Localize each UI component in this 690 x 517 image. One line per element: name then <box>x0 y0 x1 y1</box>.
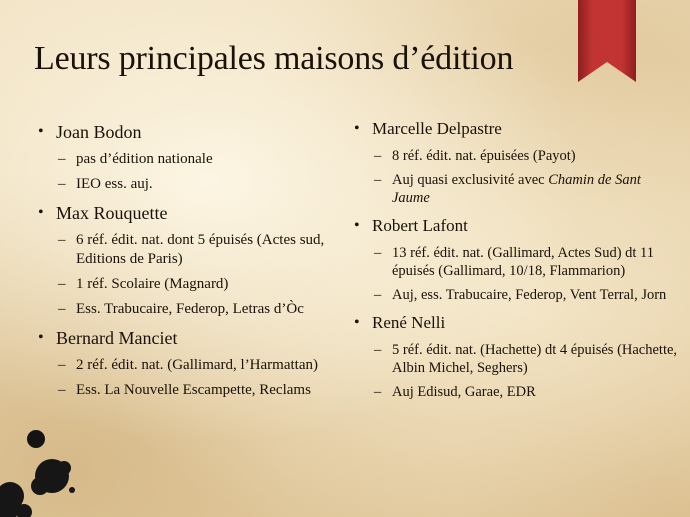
detail-item: – 13 réf. édit. nat. (Gallimard, Actes Sud) dt 11 épuisés (Gallimard, 10/18, Flammarion) <box>374 245 655 279</box>
bullet-icon: • <box>38 204 44 221</box>
author-entry <box>354 117 679 207</box>
detail-item: – Ess. La Nouvelle Escampette, Reclams <box>58 382 311 398</box>
bookmark-ribbon-icon <box>578 0 636 82</box>
detail-item: – Auj Edisud, Garae, EDR <box>374 384 536 400</box>
author-entry <box>354 214 679 304</box>
detail-item: – pas d’édition nationale <box>58 151 213 167</box>
dash-icon: – <box>58 151 66 167</box>
left-column <box>38 120 368 407</box>
right-column <box>354 117 679 408</box>
detail-item: – Auj, ess. Trabucaire, Federop, Vent Terral, Jorn <box>374 287 667 303</box>
slide-title: Leurs principales maisons d’édition <box>34 40 514 77</box>
author-name: • Max Rouquette <box>38 203 168 223</box>
author-name: • Robert Lafont <box>354 214 679 238</box>
dash-icon: – <box>374 287 382 303</box>
ink-splatter-icon <box>0 420 90 517</box>
dash-icon: – <box>58 176 66 192</box>
dash-icon: – <box>58 357 66 373</box>
bullet-icon: • <box>38 123 44 140</box>
bullet-icon: • <box>354 217 360 234</box>
author-name: • René Nelli <box>354 311 679 335</box>
detail-item: – IEO ess. auj. <box>58 176 153 192</box>
dash-icon: – <box>374 148 382 164</box>
detail-item: – 8 réf. édit. nat. épuisées (Payot) <box>374 148 576 164</box>
author-entry <box>38 120 368 194</box>
author-name: • Joan Bodon <box>38 122 142 142</box>
dash-icon: – <box>58 276 66 292</box>
author-entry <box>38 326 368 400</box>
dash-icon: – <box>58 382 66 398</box>
detail-item: – 6 réf. édit. nat. dont 5 épuisés (Actes sud, Editions de Paris) <box>58 232 325 267</box>
bullet-icon: • <box>354 314 360 331</box>
detail-item: – 2 réf. édit. nat. (Gallimard, l’Harmattan) <box>58 357 318 373</box>
bullet-icon: • <box>354 120 360 137</box>
dash-icon: – <box>374 245 382 261</box>
author-entry <box>354 311 679 401</box>
bullet-icon: • <box>38 329 44 346</box>
detail-item: – 1 réf. Scolaire (Magnard) <box>58 276 229 292</box>
detail-item: – Auj quasi exclusivité avec Chamin de Sant Jaume <box>374 172 641 206</box>
detail-item: – 5 réf. édit. nat. (Hachette) dt 4 épuisés (Hachette, Albin Michel, Seghers) <box>374 342 678 376</box>
detail-item: – Ess. Trabucaire, Federop, Letras d’Òc <box>58 301 304 317</box>
dash-icon: – <box>374 342 382 358</box>
publisher-name: Chamin de Sant Jaume <box>392 172 641 206</box>
dash-icon: – <box>58 301 66 317</box>
dash-icon: – <box>374 172 382 188</box>
author-name: • Bernard Manciet <box>38 328 178 348</box>
dash-icon: – <box>58 232 66 248</box>
author-entry <box>38 201 368 319</box>
author-name: • Marcelle Delpastre <box>354 117 679 141</box>
dash-icon: – <box>374 384 382 400</box>
